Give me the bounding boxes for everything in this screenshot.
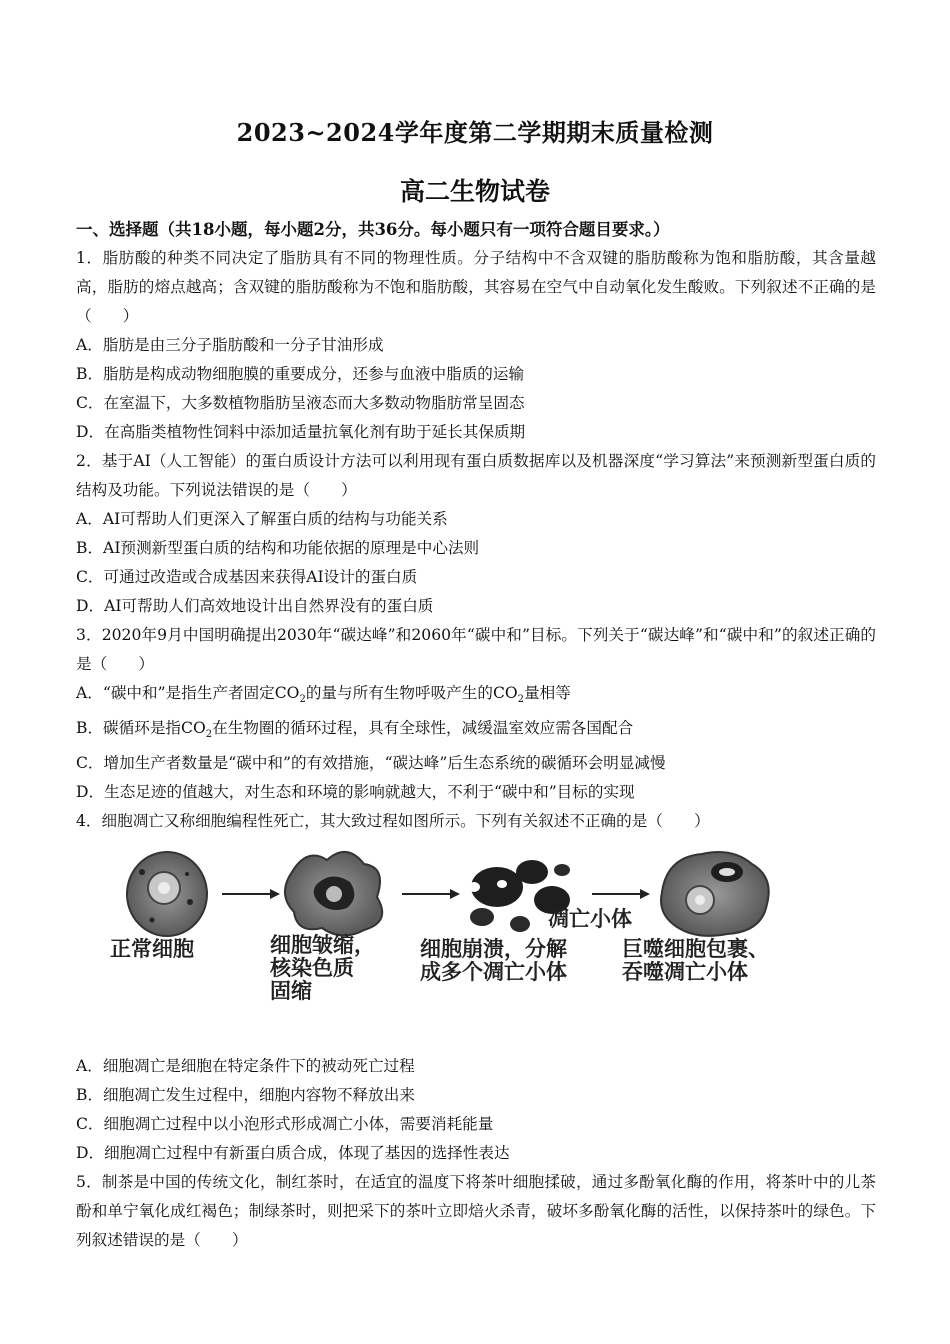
question-list xyxy=(76,244,876,1255)
question-3-option-a: A．“碳中和”是指生产者固定$CO_2$的量与所有生物呼吸产生的$CO_2$量相等 xyxy=(76,684,571,706)
question-1-option-b: B．脂肪是构成动物细胞膜的重要成分，还参与血液中脂质的运输 xyxy=(76,365,525,383)
exam-title: 2023~2024学年度第二学期期末质量检测 xyxy=(236,118,714,147)
question-4-option-b: B．细胞凋亡发生过程中，细胞内容物不释放出来 xyxy=(76,1086,415,1105)
caption-phagocytosis: 巨噬细胞包裹、 吞噬凋亡小体 xyxy=(622,937,769,985)
question-3-stem: 3．2020年9月中国明确提出2030年“碳达峰”和2060年“碳中和”目标。下列关于“碳达峰”和“碳中和”的叙述正确的是（ ） xyxy=(76,626,876,673)
arrow-2-head xyxy=(450,889,460,899)
question-5-stem: 5．制茶是中国的传统文化，制红茶时，在适宜的温度下将茶叶细胞揉破，通过多酚氧化酶的作用，将茶叶中的儿茶酚和单宁氧化成红褐色；制绿茶时，则把采下的茶叶立即焙火杀青，破坏多酚氧化酶的活性，以保持茶叶的绿色。下列叙述错误的是（ ） xyxy=(76,1173,876,1250)
question-2-option-a: A．AI可帮助人们更深入了解蛋白质的结构与功能关系 xyxy=(76,510,448,528)
macrophage-icon xyxy=(661,852,769,936)
question-4-option-c: C．细胞凋亡过程中以小泡形式形成凋亡小体，需要消耗能量 xyxy=(76,1115,494,1134)
caption-normal-cell: 正常细胞 xyxy=(110,937,194,962)
shrunk-cell-icon xyxy=(285,852,382,936)
question-3-option-c: C．增加生产者数量是“碳中和”的有效措施，“碳达峰”后生态系统的碳循环会明显减慢 xyxy=(76,754,666,773)
arrow-1-head xyxy=(270,889,280,899)
question-4-option-a: A．细胞凋亡是细胞在特定条件下的被动死亡过程 xyxy=(76,1057,415,1076)
question-1-option-d: D．在高脂类植物性饲料中添加适量抗氧化剂有助于延长其保质期 xyxy=(76,423,526,441)
caption-fragmentation: 细胞崩溃，分解 成多个凋亡小体 xyxy=(420,937,567,985)
apoptosis-figure xyxy=(102,842,802,1042)
exam-subtitle: 高二生物试卷 xyxy=(399,177,550,206)
normal-cell-icon xyxy=(127,852,207,936)
caption-apoptotic-body: 凋亡小体 xyxy=(548,907,632,932)
question-2-option-b: B．AI预测新型蛋白质的结构和功能依据的原理是中心法则 xyxy=(76,539,480,557)
question-1-option-a: A．脂肪是由三分子脂肪酸和一分子甘油形成 xyxy=(76,336,384,354)
question-3-option-b: B．碳循环是指$CO_2$在生物圈的循环过程，具有全球性，减缓温室效应需各国配合 xyxy=(76,719,634,741)
question-2-option-c: C．可通过改造或合成基因来获得AI设计的蛋白质 xyxy=(76,568,418,586)
section-heading: 一、选择题（共18小题，每小题2分，共36分。每小题只有一项符合题目要求。） xyxy=(76,220,670,239)
question-2-option-d: D．AI可帮助人们高效地设计出自然界没有的蛋白质 xyxy=(76,597,434,615)
arrow-3-head xyxy=(640,889,650,899)
question-4-option-d: D．细胞凋亡过程中有新蛋白质合成，体现了基因的选择性表达 xyxy=(76,1144,510,1163)
question-4-stem: 4．细胞凋亡又称细胞编程性死亡，其大致过程如图所示。下列有关叙述不正确的是（ ） xyxy=(76,812,710,831)
question-3-option-d: D．生态足迹的值越大，对生态和环境的影响就越大，不利于“碳中和”目标的实现 xyxy=(76,783,635,802)
question-2-stem: 2．基于AI（人工智能）的蛋白质设计方法可以利用现有蛋白质数据库以及机器深度“学习算法”来预测新型蛋白质的结构及功能。下列说法错误的是（ ） xyxy=(76,452,876,499)
caption-shrinking: 细胞皱缩， 核染色质 固缩 xyxy=(270,933,375,1004)
question-1-stem: 1．脂肪酸的种类不同决定了脂肪具有不同的物理性质。分子结构中不含双键的脂肪酸称为饱和脂肪酸，其含量越高，脂肪的熔点越高；含双键的脂肪酸称为不饱和脂肪酸，其容易在空气中自动氧化发生酸败。下列叙述不正确的是（ ） xyxy=(76,249,876,325)
question-1-option-c: C．在室温下，大多数植物脂肪呈液态而大多数动物脂肪常呈固态 xyxy=(76,394,525,412)
